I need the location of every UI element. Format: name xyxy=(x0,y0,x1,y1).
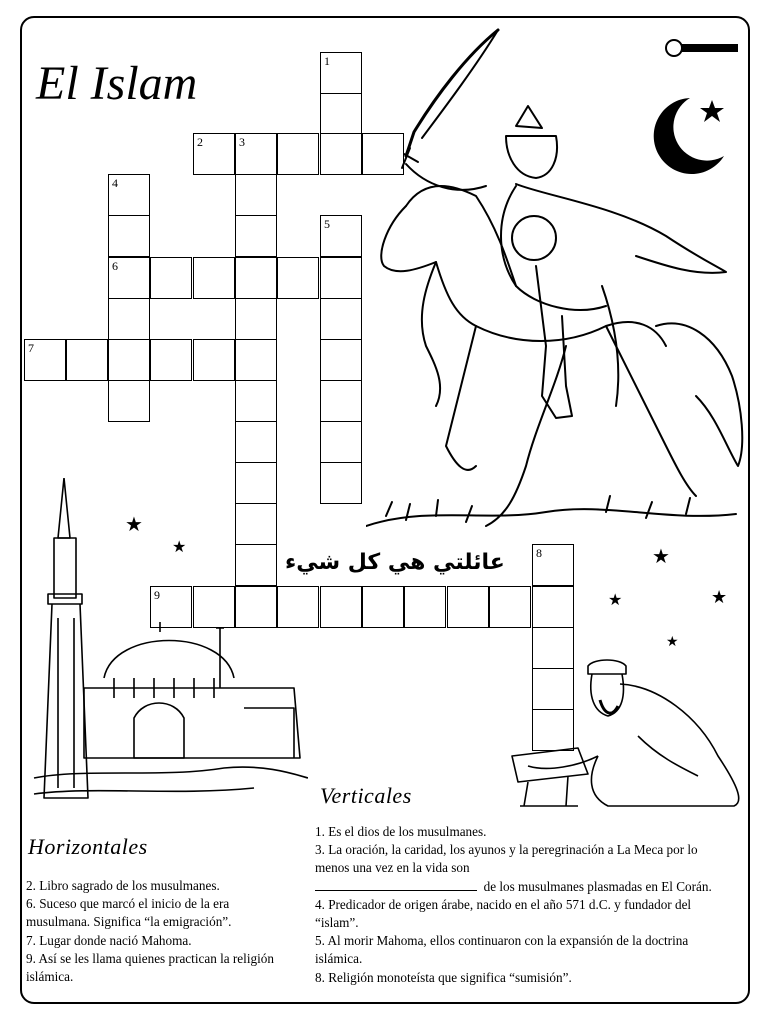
clue-across-6: 6. Suceso que marcó el inicio de la era musulmana. Significa “la emigración”. xyxy=(26,896,232,930)
clue-down-3: 3. La oración, la caridad, los ayunos y la peregrinación a La Meca por lo menos una vez en la vida son xyxy=(315,842,698,876)
crossword-cell[interactable] xyxy=(320,586,362,628)
crossword-cell[interactable] xyxy=(277,133,319,175)
crossword-cell[interactable] xyxy=(320,380,362,422)
crossword-cell[interactable] xyxy=(489,586,531,628)
horseman-illustration xyxy=(366,26,750,536)
star-icon: ★ xyxy=(608,590,623,609)
crossword-cell[interactable] xyxy=(193,133,235,175)
crossword-cell[interactable] xyxy=(235,257,277,299)
clue-number: 3 xyxy=(239,135,245,149)
crossword-cell[interactable] xyxy=(235,298,277,340)
crossword-cell[interactable] xyxy=(235,380,277,422)
star-icon: ★ xyxy=(666,634,679,650)
crossword-cell[interactable] xyxy=(320,52,362,94)
crossword-cell[interactable] xyxy=(24,339,66,381)
star-icon: ★ xyxy=(125,512,143,536)
crossword-cell[interactable] xyxy=(320,93,362,135)
crossword-cell[interactable] xyxy=(277,257,319,299)
star-icon: ★ xyxy=(652,544,670,568)
clue-number: 5 xyxy=(324,217,330,231)
clue-down-3-continued: de los musulmanes plasmadas en El Corán. xyxy=(315,878,725,896)
verticales-clues xyxy=(315,823,725,987)
crossword-cell[interactable] xyxy=(320,462,362,504)
page-title: El Islam xyxy=(36,57,198,110)
crossword-cell[interactable] xyxy=(66,339,108,381)
mosque-illustration xyxy=(24,478,308,808)
arabic-phrase: عائلتي هي كل شيء xyxy=(282,550,508,575)
crossword-cell[interactable] xyxy=(108,298,150,340)
clue-number: 8 xyxy=(536,546,542,560)
star-icon: ★ xyxy=(172,537,187,556)
clue-down-5: 5. Al morir Mahoma, ellos continuaron con la expansión de la doctrina islámica. xyxy=(315,933,689,967)
crossword-cell[interactable] xyxy=(320,298,362,340)
crossword-cell[interactable] xyxy=(235,421,277,463)
clue-down-1: 1. Es el dios de los musulmanes. xyxy=(315,824,487,839)
answer-blank-line[interactable] xyxy=(315,878,477,891)
crossword-cell[interactable] xyxy=(193,339,235,381)
crossword-cell[interactable] xyxy=(320,133,362,175)
star-icon: ★ xyxy=(711,587,728,608)
clue-number: 1 xyxy=(324,54,330,68)
clue-down-8: 8. Religión monoteísta que significa “sumisión”. xyxy=(315,969,572,985)
crossword-cell[interactable] xyxy=(235,339,277,381)
crossword-cell[interactable] xyxy=(320,421,362,463)
crossword-cell[interactable] xyxy=(150,257,192,299)
crossword-cell[interactable] xyxy=(150,339,192,381)
clue-across-2: 2. Libro sagrado de los musulmanes. xyxy=(26,878,220,893)
horizontales-heading: Horizontales xyxy=(28,834,148,859)
clue-number: 7 xyxy=(28,341,34,355)
clue-number: 9 xyxy=(154,588,160,602)
crossword-cell[interactable] xyxy=(362,586,404,628)
crossword-cell[interactable] xyxy=(108,380,150,422)
crossword-cell[interactable] xyxy=(108,174,150,216)
crossword-cell[interactable] xyxy=(235,133,277,175)
crossword-cell[interactable] xyxy=(235,174,277,216)
crossword-cell[interactable] xyxy=(404,586,446,628)
crossword-cell[interactable] xyxy=(320,339,362,381)
clue-down-4: 4. Predicador de origen árabe, nacido en el año 571 d.C. y fundador del “islam”. xyxy=(315,896,692,931)
clue-number: 2 xyxy=(197,135,203,149)
crossword-cell[interactable] xyxy=(320,215,362,257)
crossword-cell[interactable] xyxy=(447,586,489,628)
clue-number: 6 xyxy=(112,259,118,273)
crossword-cell[interactable] xyxy=(532,586,574,628)
crossword-cell[interactable] xyxy=(235,215,277,257)
clue-across-7: 7. Lugar donde nació Mahoma. xyxy=(26,932,192,948)
horizontales-clues xyxy=(26,877,286,986)
clue-number: 4 xyxy=(112,176,118,190)
crossword-cell[interactable] xyxy=(108,215,150,257)
clue-across-9: 9. Así se les llama quienes practican la religión islámica. xyxy=(26,950,274,985)
reading-man-illustration xyxy=(508,656,750,816)
verticales-heading: Verticales xyxy=(320,783,412,808)
crossword-cell[interactable] xyxy=(193,257,235,299)
crossword-cell[interactable] xyxy=(108,257,150,299)
crossword-cell[interactable] xyxy=(320,257,362,299)
crossword-cell[interactable] xyxy=(532,544,574,586)
crossword-cell[interactable] xyxy=(108,339,150,381)
